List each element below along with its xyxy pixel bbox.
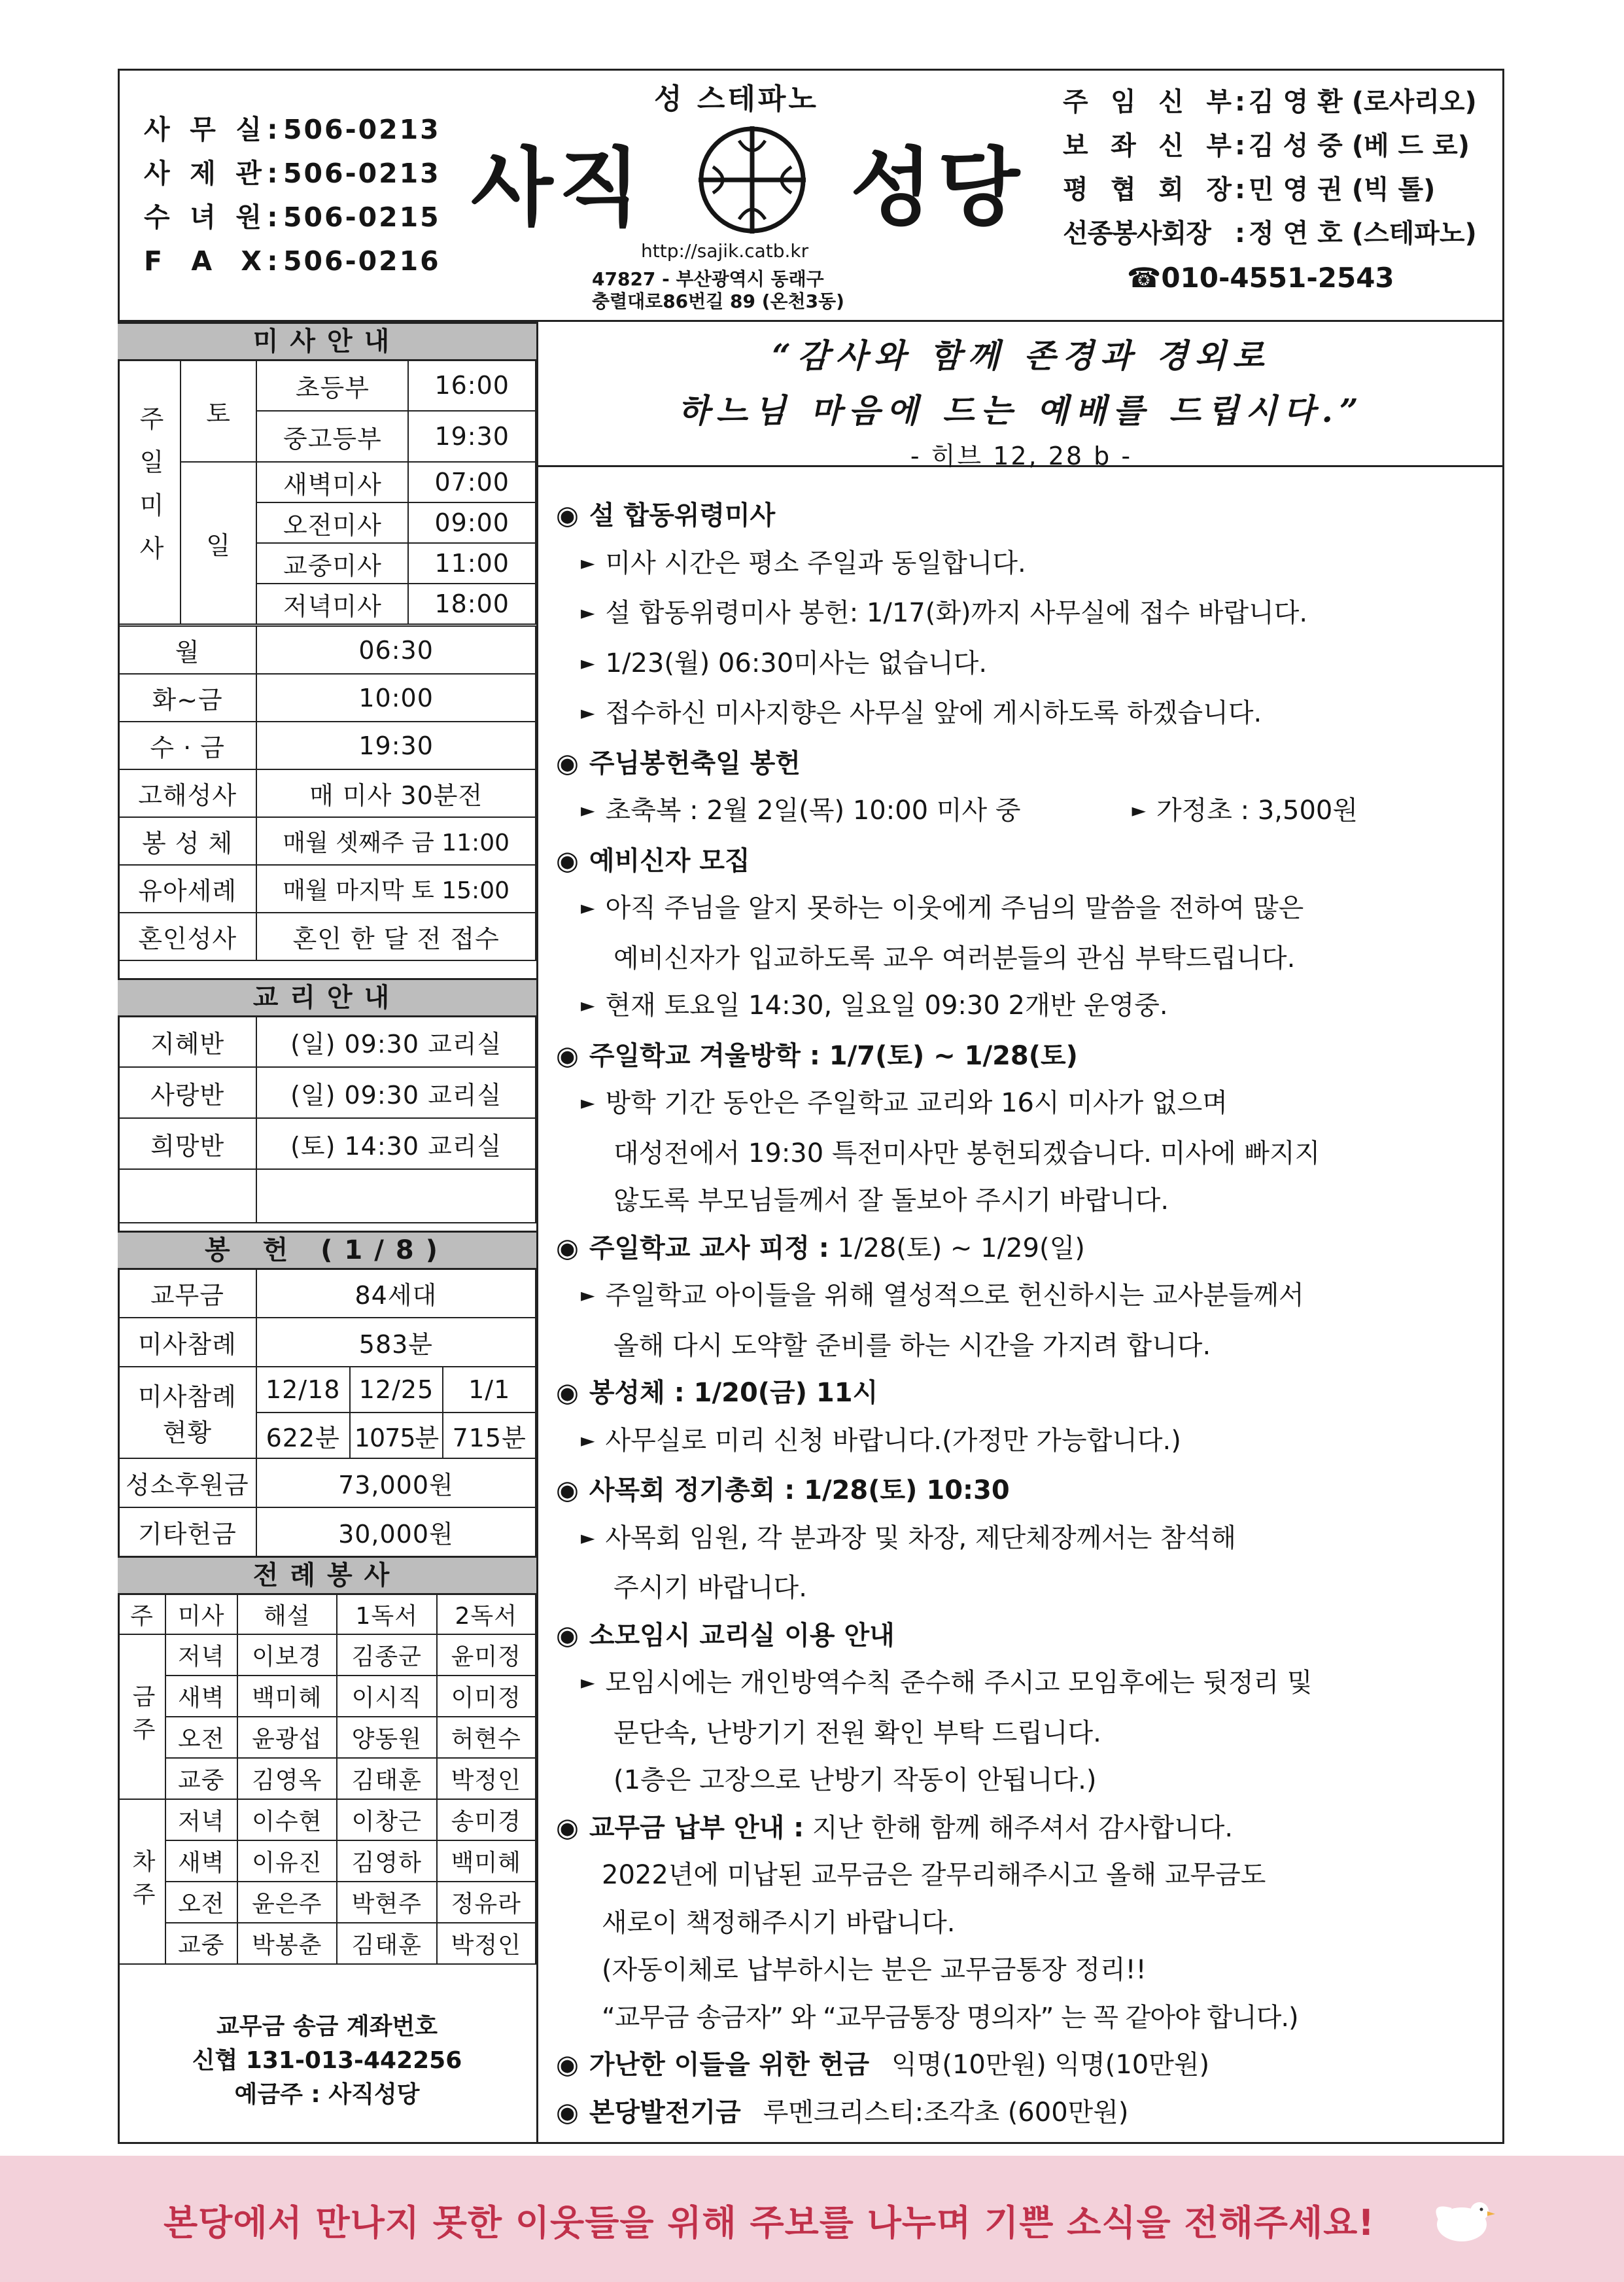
arrow-right-icon: ►: [581, 1526, 595, 1549]
liturgy-commentator: 이수현: [237, 1799, 337, 1840]
arrow-right-icon: ►: [581, 552, 595, 574]
offering-table: [118, 1268, 536, 1557]
attendance-count: 1075분: [350, 1413, 443, 1458]
weekday-row: [118, 913, 536, 960]
notice-title: ◉ 예비신자 모집: [556, 845, 750, 876]
account-title: 교무금 송금 계좌번호: [216, 2013, 438, 2040]
bank-account: [118, 2010, 536, 2112]
col-commentary: 해설: [237, 1594, 337, 1634]
weekday-time: 매월 셋째주 금 11:00: [256, 817, 536, 865]
mass-row: [118, 360, 536, 411]
notice-continuation: 대성전에서 19:30 특전미사만 봉헌되겠습니다. 미사에 빠지지: [613, 1138, 1321, 1168]
liturgy-reader2: 정유라: [437, 1882, 536, 1923]
offering-section-title: 봉 헌 (1/8): [118, 1231, 536, 1270]
weekday-row: [118, 626, 536, 674]
contact-convent-value: 506-0215: [283, 202, 441, 233]
mass-time: 07:00: [408, 462, 536, 502]
arrow-right-icon: ►: [581, 602, 595, 623]
weekday-row: [118, 769, 536, 817]
mass-time: 19:30: [408, 411, 536, 462]
liturgy-reader2: 윤미정: [437, 1634, 536, 1676]
weekday-label: 수 · 금: [118, 722, 256, 769]
liturgy-reader2: 박정인: [437, 1923, 536, 1964]
liturgy-reader1: 김태훈: [337, 1758, 436, 1799]
notice-paragraph: 2022년에 미납된 교무금은 갈무리해주시고 올해 교무금도: [602, 1860, 1266, 1890]
mass-name: 오전미사: [256, 502, 408, 543]
attendance-date: 12/18: [256, 1367, 350, 1413]
liturgy-row: [118, 1758, 536, 1799]
mass-name: 중고등부: [256, 411, 408, 462]
offering-row: [118, 1318, 536, 1367]
liturgy-reader1: 이시직: [337, 1676, 436, 1717]
liturgy-mass: 저녁: [165, 1799, 237, 1840]
dove-icon: [1426, 2185, 1498, 2251]
weekday-time: 06:30: [256, 626, 536, 674]
notice-bullet: ► 1/23(월) 06:30미사는 없습니다.: [581, 648, 988, 678]
doctrine-time: (일) 09:30 교리실: [256, 1067, 536, 1118]
offering-value: 84세대: [256, 1269, 536, 1318]
doctrine-table: [118, 1015, 536, 1223]
sunday-label: 일: [181, 462, 257, 624]
notice-bullet: ► 주일학교 아이들을 위해 열성적으로 헌신하시는 교사분들께서: [581, 1280, 1304, 1310]
liturgy-mass: 새벽: [165, 1676, 237, 1717]
arrow-right-icon: ►: [581, 1672, 595, 1693]
footer-message: 본당에서 만나지 못한 이웃들을 위해 주보를 나누며 기쁜 소식을 전해주세요!: [164, 2202, 1375, 2243]
offering-label: 기타헌금: [118, 1507, 256, 1556]
weekday-row: [118, 674, 536, 722]
weekday-time: 매월 마지막 토 15:00: [256, 865, 536, 913]
bullet-circle-icon: ◉: [556, 1233, 579, 1263]
parish-name-left: 사직: [471, 137, 646, 237]
doctrine-row: [118, 1118, 536, 1169]
staff-funeral-name: 정 연 호 (스테파노): [1249, 219, 1477, 249]
liturgy-mass: 저녁: [165, 1634, 237, 1676]
contact-list: [144, 108, 441, 283]
weekday-time: 19:30: [256, 722, 536, 769]
contact-rectory-value: 506-0213: [283, 158, 441, 189]
liturgy-section-title: 전례봉사: [118, 1556, 536, 1595]
staff-list: [1063, 80, 1477, 300]
mass-section-title: 미사안내: [118, 322, 536, 361]
liturgy-mass: 오전: [165, 1717, 237, 1758]
col-reading1: 1독서: [337, 1594, 436, 1634]
cross-emblem-icon: [693, 121, 811, 239]
weekday-label: 유아세례: [118, 865, 256, 913]
notice-title: ◉ 가난한 이들을 위한 헌금 익명(10만원) 익명(10만원): [556, 2050, 1210, 2080]
bullet-circle-icon: ◉: [556, 1812, 579, 1843]
notice-bullet: ► 아직 주님을 알지 못하는 이웃에게 주님의 말씀을 전하여 많은: [581, 893, 1304, 923]
mass-time: 16:00: [408, 360, 536, 411]
liturgy-commentator: 이유진: [237, 1840, 337, 1882]
scripture-quote: [538, 322, 1504, 470]
sunday-mass-label: 주일미사: [118, 360, 181, 624]
liturgy-row: [118, 1634, 536, 1676]
address-line1: 47827 - 부산광역시 동래구: [592, 268, 824, 290]
liturgy-mass: 오전: [165, 1882, 237, 1923]
staff-assistant: 보 좌 신 부 : 김 성 중 (베 드 로): [1063, 124, 1477, 168]
notice-continuation: (1층은 고장으로 난방기 작동이 안됩니다.): [613, 1765, 1097, 1795]
col-mass: 미사: [165, 1594, 237, 1634]
attendance-status-label: 미사참례 현황: [118, 1367, 256, 1458]
doctrine-class: 희망반: [118, 1118, 256, 1169]
offering-label: 성소후원금: [118, 1458, 256, 1507]
doctrine-class: 사랑반: [118, 1067, 256, 1118]
weekday-label: 월: [118, 626, 256, 674]
liturgy-reader2: 송미경: [437, 1799, 536, 1840]
attendance-date: 12/25: [350, 1367, 443, 1413]
weekday-label: 고해성사: [118, 769, 256, 817]
weekday-row: [118, 817, 536, 865]
liturgy-commentator: 이보경: [237, 1634, 337, 1676]
notice-title: ◉ 봉성체 : 1/20(금) 11시: [556, 1378, 878, 1408]
address-line2: 충렬대로86번길 89 (온천3동): [592, 290, 844, 312]
offering-value: 30,000원: [256, 1507, 536, 1556]
notice-title: ◉ 주님봉헌축일 봉헌: [556, 748, 801, 779]
notice-title: ◉ 주일학교 교사 피정 : 1/28(토) ~ 1/29(일): [556, 1233, 1085, 1263]
attendance-count: 715분: [443, 1413, 536, 1458]
offering-row: [118, 1507, 536, 1556]
arrow-right-icon: ►: [581, 994, 595, 1016]
mass-name: 초등부: [256, 360, 408, 411]
notice-bullet: ► 현재 토요일 14:30, 일요일 09:30 2개반 운영중.: [581, 991, 1168, 1021]
contact-office: 사 무 실 : 506-0213: [144, 108, 441, 152]
header: [118, 69, 1504, 322]
weekday-row: [118, 865, 536, 913]
arrow-right-icon: ►: [581, 799, 595, 821]
contact-fax-value: 506-0216: [283, 245, 441, 277]
mass-name: 교중미사: [256, 543, 408, 584]
notice-bullet: ► 접수하신 미사지향은 사무실 앞에 게시하도록 하겠습니다.: [581, 698, 1262, 728]
weekday-schedule-table: [118, 625, 536, 961]
liturgy-row: [118, 1882, 536, 1923]
arrow-right-icon: ►: [581, 652, 595, 674]
liturgy-row: [118, 1840, 536, 1882]
attendance-date: 1/1: [443, 1367, 536, 1413]
liturgy-reader1: 김종군: [337, 1634, 436, 1676]
notice-title: ◉ 사목회 정기총회 : 1/28(토) 10:30: [556, 1475, 1010, 1505]
bullet-circle-icon: ◉: [556, 1475, 579, 1505]
liturgy-mass: 새벽: [165, 1840, 237, 1882]
arrow-right-icon: ►: [581, 702, 595, 724]
liturgy-reader1: 김영하: [337, 1840, 436, 1882]
weekday-label: 봉 성 체: [118, 817, 256, 865]
notice-continuation: 문단속, 난방기기 전원 확인 부탁 드립니다.: [613, 1717, 1101, 1748]
patron-saint: 성 스테파노: [654, 82, 819, 116]
footer-banner: [0, 2156, 1624, 2282]
liturgy-commentator: 박봉춘: [237, 1923, 337, 1964]
notice-continuation: 주시기 바랍니다.: [613, 1573, 807, 1603]
notice-continuation: 않도록 부모님들께서 잘 돌보아 주시기 바랍니다.: [613, 1185, 1169, 1216]
notice-bullet: ► 사무실로 미리 신청 바랍니다.(가정만 가능합니다.): [581, 1425, 1181, 1456]
notice-continuation: 올해 다시 도약할 준비를 하는 시간을 가지려 합니다.: [613, 1330, 1211, 1361]
doctrine-class: 지혜반: [118, 1016, 256, 1067]
bullet-circle-icon: ◉: [556, 1378, 579, 1408]
doctrine-time: (토) 14:30 교리실: [256, 1118, 536, 1169]
offering-row: [118, 1269, 536, 1318]
notice-bullet: ► 방학 기간 동안은 주일학교 교리와 16시 미사가 없으며: [581, 1088, 1228, 1118]
liturgy-commentator: 백미혜: [237, 1676, 337, 1717]
staff-council: 평 협 회 장 : 민 영 권 (빅 톨): [1063, 168, 1477, 212]
account-number: 신협 131-013-442256: [192, 2047, 462, 2074]
offering-label: 교무금: [118, 1269, 256, 1318]
doctrine-row: [118, 1067, 536, 1118]
liturgy-reader2: 허현수: [437, 1717, 536, 1758]
notice-title: ◉ 주일학교 겨울방학 : 1/7(토) ~ 1/28(토): [556, 1040, 1078, 1071]
liturgy-header-row: [118, 1594, 536, 1634]
weekday-time: 10:00: [256, 674, 536, 722]
saturday-label: 토: [181, 360, 257, 462]
notice-title: ◉ 본당발전기금 루멘크리스티:조각초 (600만원): [556, 2097, 1129, 2128]
notice-list: [556, 492, 1498, 2136]
arrow-right-icon: ►: [1132, 799, 1147, 821]
notice-title: ◉ 교무금 납부 안내 : 지난 한해 함께 해주셔서 감사합니다.: [556, 1812, 1234, 1843]
contact-convent: 수 녀 원 : 506-0215: [144, 196, 441, 239]
liturgy-reader2: 백미혜: [437, 1840, 536, 1882]
liturgy-reader1: 이창근: [337, 1799, 436, 1840]
offering-value: 73,000원: [256, 1458, 536, 1507]
bullet-circle-icon: ◉: [556, 845, 579, 876]
mass-name: 저녁미사: [256, 584, 408, 624]
liturgy-row: [118, 1923, 536, 1964]
bullet-circle-icon: ◉: [556, 1040, 579, 1071]
this-week-label: 금주: [118, 1634, 165, 1799]
notice-bullet: ► 모임시에는 개인방역수칙 준수해 주시고 모임후에는 뒷정리 및: [581, 1668, 1313, 1698]
liturgy-reader1: 박현주: [337, 1882, 436, 1923]
liturgy-commentator: 윤광섭: [237, 1717, 337, 1758]
quote-reference: - 히브 12, 28 b -: [910, 442, 1133, 470]
weekday-label: 혼인성사: [118, 913, 256, 960]
arrow-right-icon: ►: [581, 1429, 595, 1451]
arrow-right-icon: ►: [581, 897, 595, 919]
offering-value: 583분: [256, 1318, 536, 1367]
liturgy-commentator: 윤은주: [237, 1882, 337, 1923]
notice-continuation: 예비신자가 입교하도록 교우 여러분들의 관심 부탁드립니다.: [613, 943, 1296, 974]
bullet-circle-icon: ◉: [556, 2097, 579, 2128]
contact-fax: F A X : 506-0216: [144, 239, 441, 283]
mass-name: 새벽미사: [256, 462, 408, 502]
parish-name-right: 성당: [850, 137, 1026, 237]
bullet-circle-icon: ◉: [556, 748, 579, 779]
weekday-time: 매 미사 30분전: [256, 769, 536, 817]
notice-bullet: ► 사목회 임원, 각 분과장 및 차장, 제단체장께서는 참석해: [581, 1522, 1237, 1553]
offering-row: [118, 1458, 536, 1507]
doctrine-section-title: 교리안내: [118, 978, 536, 1017]
phone-number: ☎010-4551-2543: [1127, 262, 1394, 294]
mass-time: 09:00: [408, 502, 536, 543]
notice-bullet: ► 설 합동위령미사 봉헌: 1/17(화)까지 사무실에 접수 바랍니다.: [581, 598, 1308, 628]
col-week: 주: [118, 1594, 165, 1634]
offering-label: 미사참례: [118, 1318, 256, 1367]
notice-bullet: ► 초축복 : 2월 2일(목) 10:00 미사 중 ► 가정초 : 3,500원: [581, 796, 1358, 826]
doctrine-row-empty: [118, 1169, 536, 1223]
notice-paragraph: “교무금 송금자” 와 “교무금통장 명의자” 는 꼭 같아야 합니다.): [602, 2002, 1298, 2033]
bullet-circle-icon: ◉: [556, 2050, 579, 2080]
staff-assistant-name: 김 성 중 (베 드 로): [1249, 131, 1470, 161]
staff-funeral: 선종봉사회장 : 정 연 호 (스테파노): [1063, 212, 1477, 256]
contact-office-value: 506-0213: [283, 114, 441, 145]
left-column: [118, 322, 538, 2144]
contact-rectory: 사 제 관 : 506-0213: [144, 152, 441, 196]
bullet-circle-icon: ◉: [556, 500, 579, 531]
bullet-circle-icon: ◉: [556, 1620, 579, 1651]
liturgy-commentator: 김영옥: [237, 1758, 337, 1799]
weekday-label: 화~금: [118, 674, 256, 722]
mass-row: [118, 462, 536, 502]
weekday-row: [118, 722, 536, 769]
liturgy-row: [118, 1799, 536, 1840]
notice-paragraph: (자동이체로 납부하시는 분은 교무금통장 정리!!: [602, 1955, 1147, 1985]
website-link[interactable]: http://sajik.catb.kr: [641, 240, 809, 262]
notice-title: ◉ 설 합동위령미사: [556, 500, 776, 531]
staff-pastor: 주 임 신 부 : 김 영 환 (로사리오): [1063, 80, 1477, 124]
liturgy-reader2: 이미정: [437, 1676, 536, 1717]
attendance-count: 622분: [256, 1413, 350, 1458]
arrow-right-icon: ►: [581, 1284, 595, 1306]
staff-pastor-name: 김 영 환 (로사리오): [1249, 87, 1477, 117]
liturgy-mass: 교중: [165, 1758, 237, 1799]
arrow-right-icon: ►: [581, 1092, 595, 1114]
staff-council-name: 민 영 권 (빅 톨): [1249, 175, 1436, 205]
notice-title: ◉ 소모임시 교리실 이용 안내: [556, 1620, 895, 1651]
account-holder: 예금주 : 사직성당: [234, 2081, 420, 2108]
quote-line1: “감사와 함께 존경과 경외로: [772, 336, 1271, 375]
col-reading2: 2독서: [437, 1594, 536, 1634]
next-week-label: 차주: [118, 1799, 165, 1964]
weekday-time: 혼인 한 달 전 접수: [256, 913, 536, 960]
notice-paragraph: 새로이 책정해주시기 바랍니다.: [602, 1907, 956, 1938]
doctrine-time: (일) 09:30 교리실: [256, 1016, 536, 1067]
liturgy-row: [118, 1676, 536, 1717]
mass-time: 18:00: [408, 584, 536, 624]
notice-bullet: ► 미사 시간은 평소 주일과 동일합니다.: [581, 548, 1026, 578]
address: [592, 268, 844, 313]
mass-time: 11:00: [408, 543, 536, 584]
liturgy-mass: 교중: [165, 1923, 237, 1964]
liturgy-table: [118, 1593, 536, 1965]
liturgy-reader1: 김태훈: [337, 1923, 436, 1964]
staff-funeral-role: 선종봉사회장: [1063, 219, 1211, 249]
liturgy-reader1: 양동원: [337, 1717, 436, 1758]
liturgy-row: [118, 1717, 536, 1758]
doctrine-row: [118, 1016, 536, 1067]
attendance-dates-row: [118, 1367, 536, 1413]
mass-schedule-table: [118, 359, 536, 625]
liturgy-reader2: 박정인: [437, 1758, 536, 1799]
quote-line2: 하느님 마음에 드는 예배를 드립시다.”: [678, 391, 1365, 430]
